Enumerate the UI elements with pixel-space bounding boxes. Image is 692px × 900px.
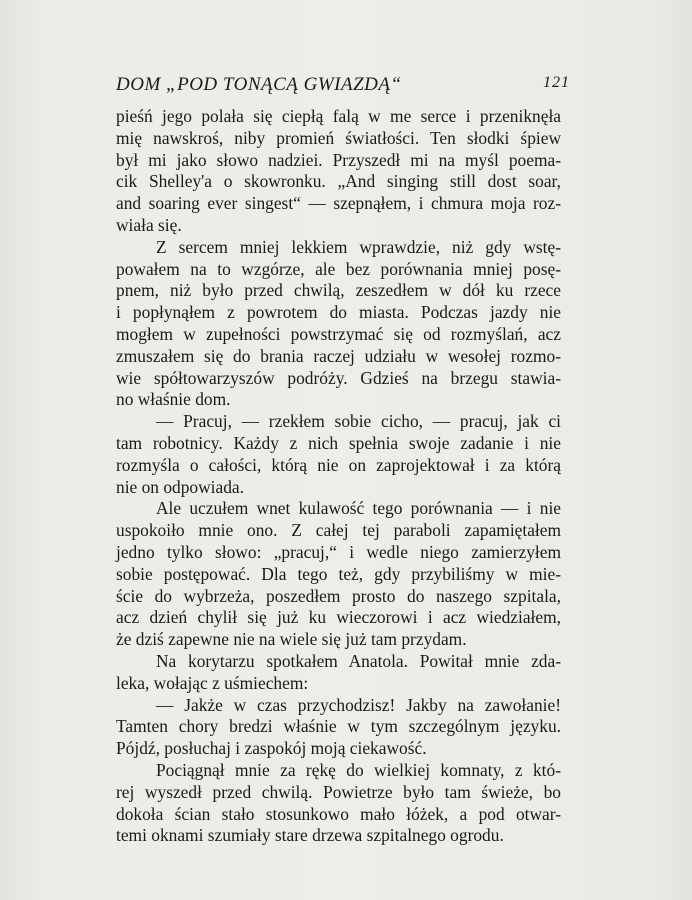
text-line: Pociągnął mnie za rękę do wielkiej komnaty, z któ- (156, 759, 561, 780)
text-line: leka, wołając z uśmiechem: (116, 672, 309, 693)
text-line: sobie postępować. Dla tego też, gdy przybiliśmy w mie- (116, 563, 561, 584)
text-line: nie on odpowiada. (116, 476, 244, 497)
text-line: wie spółtowarzyszów podróży. Gdzieś na brzegu stawia- (116, 367, 561, 388)
text-line: cik Shelley'a o skowronku. „And singing still dost soar, (116, 171, 561, 192)
text-line: acz dzień chylił się już ku wieczorowi i acz wiedziałem, (116, 607, 561, 628)
text-line: powałem na to wzgórze, ale bez porównania mniej posę- (116, 258, 561, 279)
text-line: wiała się. (116, 214, 182, 235)
text-line: i popłynąłem z powrotem do miasta. Podczas jazdy nie (116, 302, 561, 323)
text-line: rej wyszedł przed chwilą. Powietrze było tam świeże, bo (116, 781, 561, 802)
text-line: Na korytarzu spotkałem Anatola. Powitał mnie zda- (156, 650, 561, 671)
text-line: pieśń jego polała się ciepłą falą w me serce i przeniknęła (116, 106, 561, 126)
running-head (116, 74, 570, 98)
text-line: — Pracuj, — rzekłem sobie cicho, — pracuj, jak ci (156, 411, 561, 432)
text-line: rozmyśla o całości, którą nie on zaprojektował i za którą (116, 454, 561, 475)
text-line: dokoła ścian stało stosunkowo mało łóżek, a pod otwar- (116, 803, 561, 824)
text-line: tam robotnicy. Każdy z nich spełnia swoje zadanie i nie (116, 432, 561, 453)
text-line: ście do wybrzeża, poszedłem prosto do naszego szpitala, (116, 585, 561, 606)
text-line: jedno tylko słowo: „pracuj,“ i wedle niego zamierzyłem (116, 541, 561, 562)
text-line: Tamten chory bredzi właśnie w tym szczególnym języku. (116, 716, 561, 737)
text-line: pnem, niż było przed chwilą, zeszedłem w dół ku rzece (116, 280, 561, 301)
text-line: and soaring ever singest“ — szepnąłem, i chmura moja roz- (116, 193, 561, 214)
running-title: DOM „POD TONĄCĄ GWIAZDĄ“ (116, 74, 402, 95)
text-line: Ale uczułem wnet kulawość tego porównania — i nie (156, 498, 561, 519)
text-line: Pójdź, posłuchaj i zaspokój moją ciekawość. (116, 738, 427, 759)
page-number: 121 (543, 74, 570, 91)
text-line: no właśnie dom. (116, 389, 231, 410)
text-line: temi oknami szumiały stare drzewa szpitalnego ogrodu. (116, 825, 504, 846)
body-text (116, 106, 561, 847)
text-line: mię nawskroś, niby promień światłości. Ten słodki śpiew (116, 127, 561, 148)
text-line: Z sercem mniej lekkiem wprawdzie, niż gdy wstę- (156, 236, 561, 257)
text-line: że dziś zapewne nie na wiele się już tam przydam. (116, 629, 467, 650)
text-line: — Jakże w czas przychodzisz! Jakby na zawołanie! (156, 694, 561, 715)
text-line: zmuszałem się do brania raczej udziału w wesołej rozmo- (116, 345, 561, 366)
text-line: uspokoiło mnie ono. Z całej tej paraboli zapamiętałem (116, 520, 561, 541)
text-line: był mi jako słowo nadziei. Przyszedł mi na myśl poema- (116, 149, 561, 170)
text-line: mogłem w zupełności powstrzymać się od rozmyślań, acz (116, 323, 561, 344)
